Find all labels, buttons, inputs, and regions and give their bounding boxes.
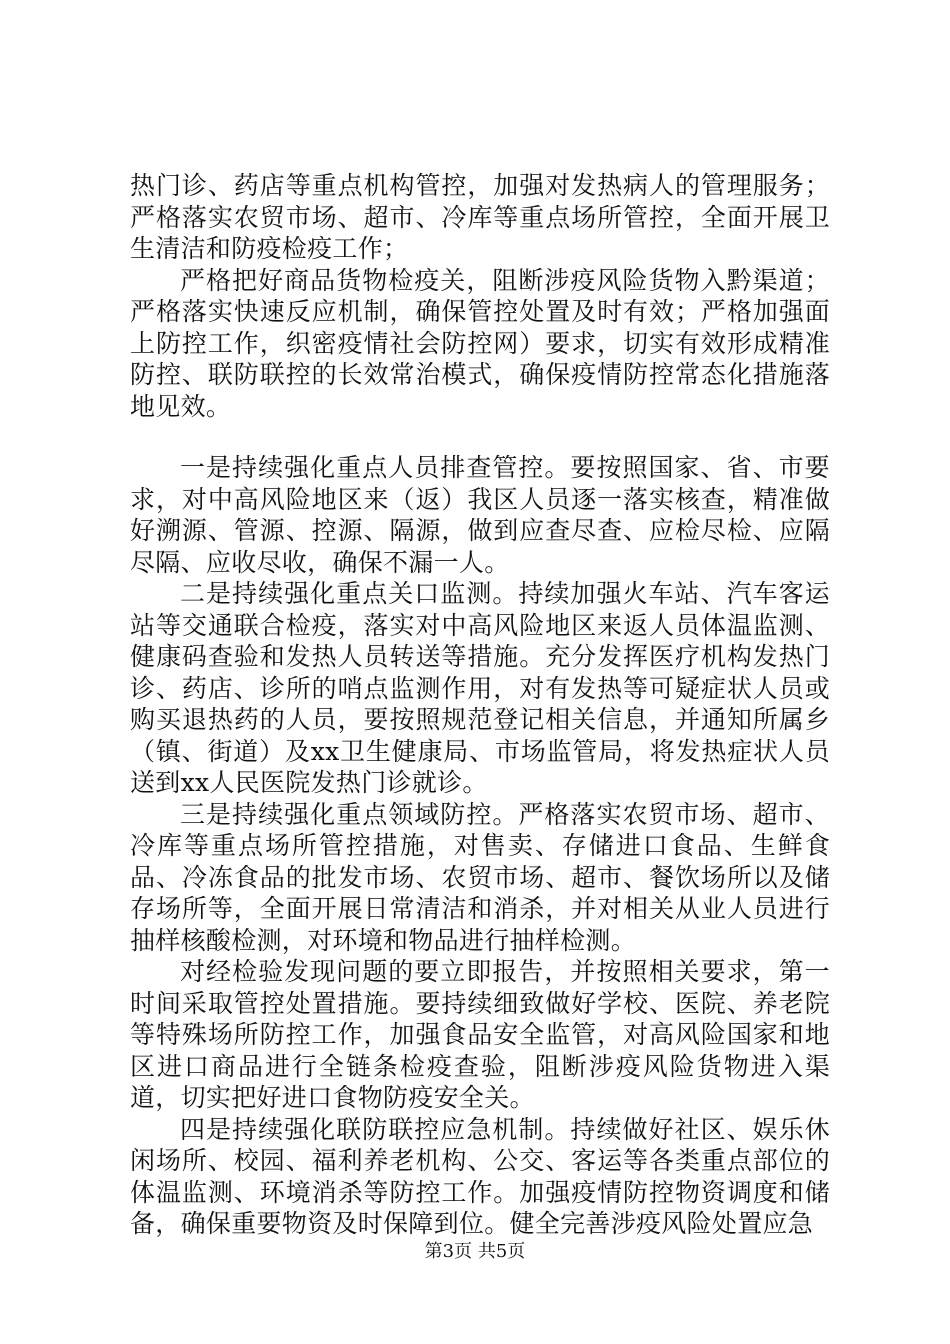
page-number-footer: 第3页 共5页: [424, 1241, 526, 1262]
section-gap: [130, 422, 830, 452]
paragraph-inspection: 对经检验发现问题的要立即报告，并按照相关要求，第一时间采取管控处置措施。要持续细致做好学校、医院、养老院等特殊场所防控工作，加强食品安全监管，对高风险国家和地区进口商品进行全链条检疫查验，阻断涉疫风险货物进入渠道，切实把好进口食物防疫安全关。: [130, 957, 830, 1112]
paragraph-quarantine: 严格把好商品货物检疫关，阻断涉疫风险货物入黔渠道；严格落实快速反应机制，确保管控处置及时有效；严格加强面上防控工作，织密疫情社会防控网）要求，切实有效形成精准防控、联防联控的长效常治模式，确保疫情防控常态化措施落地见效。: [130, 265, 830, 421]
paragraph-point-one: 一是持续强化重点人员排查管控。要按照国家、省、市要求，对中高风险地区来（返）我区人员逐一落实核查，精准做好溯源、管源、控源、隔源，做到应查尽查、应检尽检、应隔尽隔、应收尽收，确保不漏一人。: [130, 453, 830, 577]
paragraph-continuation: 热门诊、药店等重点机构管控，加强对发热病人的管理服务；严格落实农贸市场、超市、冷库等重点场所管控，全面开展卫生清洁和防疫检疫工作；: [130, 171, 830, 263]
paragraph-point-four: 四是持续强化联防联控应急机制。持续做好社区、娱乐休闲场所、校园、福利养老机构、公交、客运等各类重点部位的体温监测、环境消杀等防控工作。加强疫情防控物资调度和储备，确保重要物资及时保障到位。健全完善涉疫风险处置应急: [130, 1114, 830, 1238]
paragraph-point-three: 三是持续强化重点领域防控。严格落实农贸市场、超市、冷库等重点场所管控措施，对售卖、存储进口食品、生鲜食品、冷冻食品的批发市场、农贸市场、超市、餐饮场所以及储存场所等，全面开展日常清洁和消杀，并对相关从业人员进行抽样核酸检测，对环境和物品进行抽样检测。: [130, 799, 830, 955]
paragraph-point-two: 二是持续强化重点关口监测。持续加强火车站、汽车客运站等交通联合检疫，落实对中高风险地区来返人员体温监测、健康码查验和发热人员转送等措施。充分发挥医疗机构发热门诊、药店、诊所的哨点监测作用，对有发热等可疑症状人员或购买退热药的人员，要按照规范登记相关信息，并通知所属乡（镇、街道）及xx卫生健康局、市场监管局，将发热症状人员送到xx人民医院发热门诊就诊。: [130, 579, 830, 797]
document-body: [130, 170, 830, 1240]
